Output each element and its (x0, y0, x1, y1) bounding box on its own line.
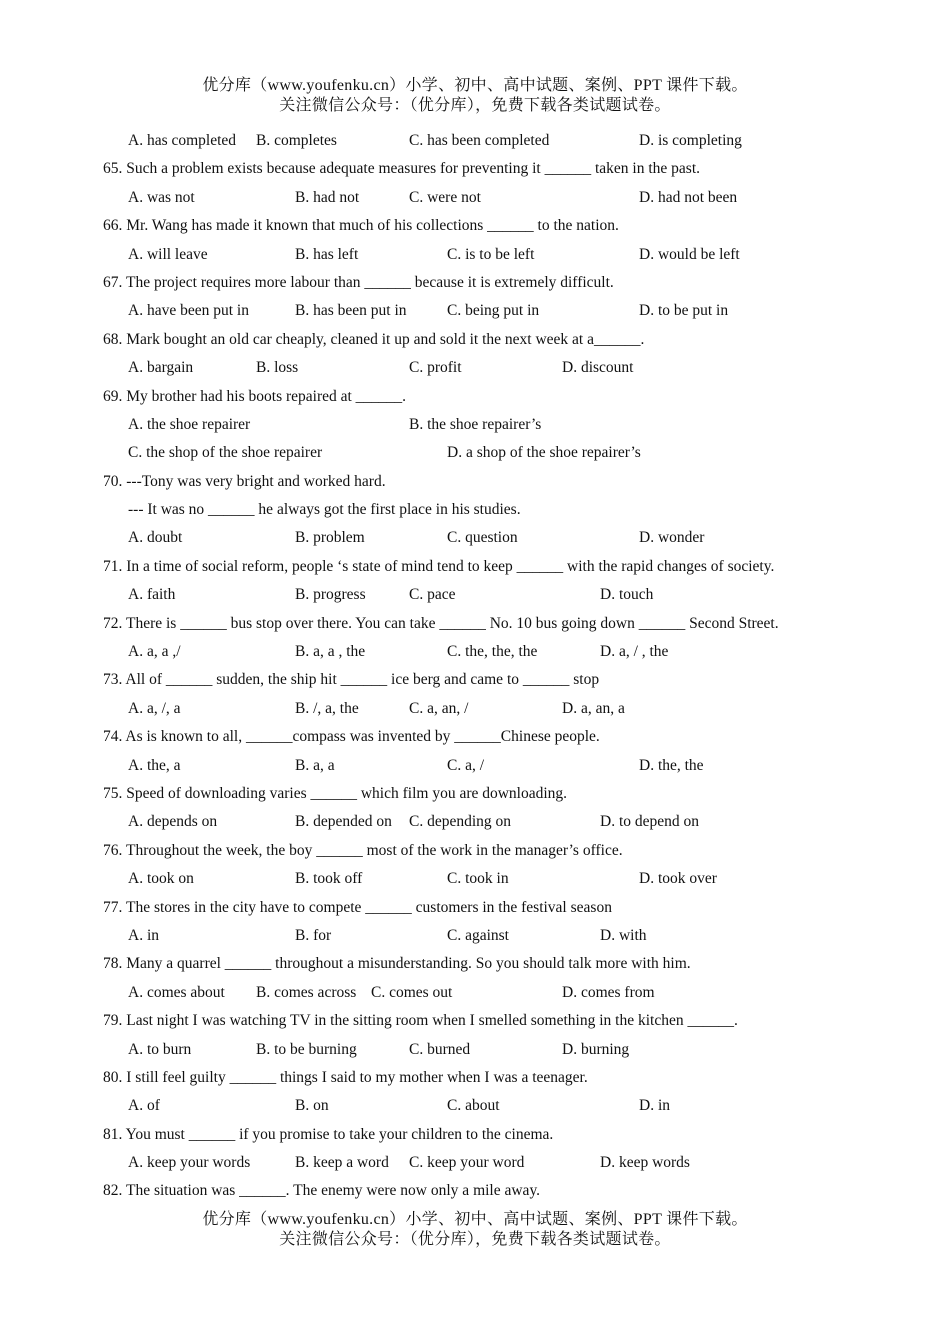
q72-options (103, 638, 843, 666)
q80-option-a: A. of (128, 1097, 160, 1115)
q71-option-c: C. pace (409, 586, 456, 604)
q67-option-d: D. to be put in (639, 302, 729, 320)
q77-option-a: A. in (128, 926, 159, 944)
q70-option-b: B. problem (295, 529, 365, 547)
q74-option-d: D. the, the (639, 756, 704, 774)
q72-option-d: D. a, / , the (600, 643, 669, 661)
footer-banner (0, 1210, 950, 1250)
question-list (103, 127, 843, 1206)
q65-option-c: C. were not (409, 188, 481, 206)
q65-option-d: D. had not been (639, 188, 738, 206)
footer-line-2: 关注微信公众号：（优分库），免费下载各类试题试卷。 (279, 1231, 671, 1248)
q80-stem: 80. I still feel guilty ______ things I said to my mother when I was a teenager. (103, 1068, 588, 1086)
q66-option-b: B. has left (295, 245, 359, 263)
q81-option-c: C. keep your word (409, 1154, 525, 1172)
q69-option-c: C. the shop of the shoe repairer (128, 444, 323, 462)
q81-option-a: A. keep your words (128, 1154, 251, 1172)
q71-option-b: B. progress (295, 586, 366, 604)
q81-option-d: D. keep words (600, 1154, 690, 1172)
q79-option-b: B. to be burning (256, 1040, 357, 1058)
q73-option-b: B. /, a, the (295, 699, 359, 717)
q75-stem: 75. Speed of downloading varies ______ which film you are downloading. (103, 784, 568, 802)
q78-option-a: A. comes about (128, 983, 225, 1001)
q81-option-b: B. keep a word (295, 1154, 389, 1172)
q74-options (103, 752, 843, 780)
q76-option-c: C. took in (447, 870, 509, 888)
q69-option-d: D. a shop of the shoe repairer’s (447, 444, 641, 462)
q64-option-d: D. is completing (639, 132, 742, 149)
q80-options (103, 1092, 843, 1120)
q64-option-a: A. has completed (128, 132, 237, 149)
q74-option-a: A. the, a (128, 756, 181, 774)
q78-option-b: B. comes across (256, 983, 357, 1001)
q69-option-b: B. the shoe repairer’s (409, 415, 542, 433)
footer-line-1: 优分库（www.youfenku.cn）小学、初中、高中试题、案例、PPT 课件下载。 (202, 1211, 748, 1228)
q75-option-b: B. depended on (295, 813, 392, 831)
q70-options (103, 524, 843, 552)
q76-option-d: D. took over (639, 870, 717, 888)
q68-option-a: A. bargain (128, 359, 194, 377)
q73-options (103, 695, 843, 723)
q66-options (103, 241, 843, 269)
q79-option-a: A. to burn (128, 1040, 192, 1058)
q74-stem: 74. As is known to all, ______compass was invented by ______Chinese people. (103, 728, 600, 746)
q72-option-a: A. a, a ,/ (128, 643, 181, 661)
q76-stem: 76. Throughout the week, the boy ______ most of the work in the manager’s office. (103, 841, 623, 859)
q76-option-a: A. took on (128, 870, 194, 888)
q78-options (103, 979, 843, 1007)
q64-options (103, 127, 843, 155)
q70-option-c: C. question (447, 529, 518, 547)
q71-option-a: A. faith (128, 586, 176, 604)
q65-stem: 65. Such a problem exists because adequate measures for preventing it ______ taken in the past. (103, 160, 701, 178)
q66-stem: 66. Mr. Wang has made it known that much of his collections ______ to the nation. (103, 217, 619, 235)
q78-option-c: C. comes out (371, 983, 453, 1001)
q79-stem: 79. Last night I was watching TV in the sitting room when I smelled something in the kitchen ______. (103, 1012, 738, 1030)
q77-option-d: D. with (600, 926, 647, 944)
q68-options (103, 354, 843, 382)
q75-option-a: A. depends on (128, 813, 218, 831)
q76-options (103, 865, 843, 893)
q77-option-c: C. against (447, 926, 509, 944)
q81-options (103, 1149, 843, 1177)
q78-option-d: D. comes from (562, 983, 655, 1001)
q80-option-c: C. about (447, 1097, 500, 1115)
q66-option-a: A. will leave (128, 245, 208, 263)
q68-stem: 68. Mark bought an old car cheaply, cleaned it up and sold it the next week at a______. (103, 330, 645, 348)
q73-option-d: D. a, an, a (562, 699, 625, 717)
q73-stem: 73. All of ______ sudden, the ship hit ______ ice berg and came to ______ stop (103, 671, 600, 689)
q68-option-d: D. discount (562, 359, 634, 377)
q67-option-c: C. being put in (447, 302, 540, 320)
q70-option-d: D. wonder (639, 529, 705, 547)
q69-options-row2 (103, 439, 843, 467)
q70-stem: 70. ---Tony was very bright and worked hard. (103, 472, 386, 490)
header-line-1: 优分库（www.youfenku.cn）小学、初中、高中试题、案例、PPT 课件下载。 (202, 77, 748, 94)
q67-option-a: A. have been put in (128, 302, 249, 320)
q72-option-b: B. a, a , the (295, 643, 366, 661)
q69-stem: 69. My brother had his boots repaired at ______. (103, 387, 407, 405)
header-banner (0, 76, 950, 116)
q75-option-d: D. to depend on (600, 813, 700, 831)
q64-option-b: B. completes (256, 132, 337, 149)
q71-options (103, 581, 843, 609)
q64-option-c: C. has been completed (409, 132, 550, 149)
q65-option-b: B. had not (295, 188, 360, 206)
header-line-2: 关注微信公众号：（优分库），免费下载各类试题试卷。 (279, 97, 671, 114)
q68-option-c: C. profit (409, 359, 462, 377)
q68-option-b: B. loss (256, 359, 299, 377)
q79-options (103, 1036, 843, 1064)
q82-stem: 82. The situation was ______. The enemy were now only a mile away. (103, 1182, 541, 1200)
q70-option-a: A. doubt (128, 529, 183, 547)
q79-option-d: D. burning (562, 1040, 630, 1058)
q69-options-row1 (103, 411, 843, 439)
q80-option-b: B. on (295, 1097, 329, 1115)
q67-stem: 67. The project requires more labour than ______ because it is extremely difficult. (103, 273, 614, 291)
q73-option-c: C. a, an, / (409, 699, 469, 717)
q80-option-d: D. in (639, 1097, 670, 1115)
q65-options (103, 184, 843, 212)
q67-options (103, 297, 843, 325)
q75-option-c: C. depending on (409, 813, 512, 831)
q77-option-b: B. for (295, 926, 332, 944)
q74-option-c: C. a, / (447, 756, 485, 774)
q67-option-b: B. has been put in (295, 302, 407, 320)
q71-stem: 71. In a time of social reform, people ‘s state of mind tend to keep ______ with the rapid changes of society. (103, 557, 775, 575)
q77-options (103, 922, 843, 950)
q81-stem: 81. You must ______ if you promise to take your children to the cinema. (103, 1125, 554, 1143)
q73-option-a: A. a, /, a (128, 699, 181, 717)
q66-option-c: C. is to be left (447, 245, 535, 263)
q78-stem: 78. Many a quarrel ______ throughout a misunderstanding. So you should talk more with him. (103, 955, 691, 973)
q76-option-b: B. took off (295, 870, 363, 888)
q69-option-a: A. the shoe repairer (128, 415, 251, 433)
q66-option-d: D. would be left (639, 245, 740, 263)
q79-option-c: C. burned (409, 1040, 471, 1058)
q72-option-c: C. the, the, the (447, 643, 538, 661)
q71-option-d: D. touch (600, 586, 654, 604)
q70-stem-reply: --- It was no ______ he always got the first place in his studies. (128, 501, 521, 519)
q72-stem: 72. There is ______ bus stop over there. You can take ______ No. 10 bus going down ______ Second Street. (103, 614, 779, 632)
q77-stem: 77. The stores in the city have to compete ______ customers in the festival season (103, 898, 612, 916)
q75-options (103, 808, 843, 836)
q65-option-a: A. was not (128, 188, 195, 206)
q74-option-b: B. a, a (295, 756, 335, 774)
